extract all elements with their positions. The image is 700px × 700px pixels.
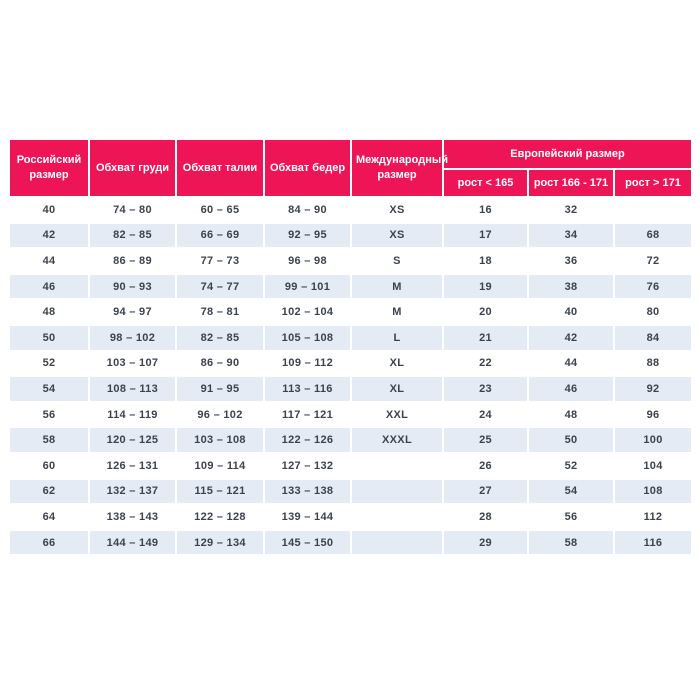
table-cell: 84: [614, 325, 692, 351]
table-cell: 96: [614, 402, 692, 428]
table-cell: 18: [443, 248, 528, 274]
table-cell: 42: [528, 325, 614, 351]
table-cell: 50: [528, 427, 614, 453]
table-cell: 99 – 101: [264, 274, 351, 300]
table-cell: 40: [528, 299, 614, 325]
table-cell: 46: [528, 376, 614, 402]
table-cell: 62: [9, 479, 89, 505]
table-row: [9, 197, 692, 223]
table-cell: 115 – 121: [176, 479, 264, 505]
table-cell: 58: [528, 530, 614, 556]
table-cell: 56: [528, 504, 614, 530]
table-cell: 92: [614, 376, 692, 402]
table-cell: 108 – 113: [89, 376, 176, 402]
table-cell: 74 – 80: [89, 197, 176, 223]
table-cell: 84 – 90: [264, 197, 351, 223]
table-row: [9, 504, 692, 530]
table-cell: 54: [528, 479, 614, 505]
table-cell: 74 – 77: [176, 274, 264, 300]
table-cell: 102 – 104: [264, 299, 351, 325]
table-cell: 90 – 93: [89, 274, 176, 300]
table-cell: 76: [614, 274, 692, 300]
table-cell: 88: [614, 351, 692, 377]
table-cell: 86 – 90: [176, 351, 264, 377]
table-cell: 25: [443, 427, 528, 453]
table-row: [9, 223, 692, 249]
table-cell: 109 – 114: [176, 453, 264, 479]
table-cell: 145 – 150: [264, 530, 351, 556]
table-cell: 139 – 144: [264, 504, 351, 530]
table-cell: [351, 453, 443, 479]
table-cell: XS: [351, 197, 443, 223]
table-row: [9, 274, 692, 300]
table-cell: 127 – 132: [264, 453, 351, 479]
table-cell: 112: [614, 504, 692, 530]
table-header: [9, 139, 692, 197]
table-cell: 34: [528, 223, 614, 249]
table-cell: 116: [614, 530, 692, 556]
table-cell: 60: [9, 453, 89, 479]
table-cell: 38: [528, 274, 614, 300]
table-cell: 28: [443, 504, 528, 530]
table-cell: 109 – 112: [264, 351, 351, 377]
table-cell: 48: [9, 299, 89, 325]
table-cell: 114 – 119: [89, 402, 176, 428]
table-cell: 78 – 81: [176, 299, 264, 325]
table-cell: 117 – 121: [264, 402, 351, 428]
table-cell: 133 – 138: [264, 479, 351, 505]
table-row: [9, 299, 692, 325]
subcolumn-header-height-166-171: рост 166 - 171: [528, 169, 614, 197]
table-cell: 27: [443, 479, 528, 505]
table-cell: [351, 530, 443, 556]
column-group-european-size: Европейский размер: [443, 139, 692, 169]
table-cell: 104: [614, 453, 692, 479]
table-cell: 56: [9, 402, 89, 428]
table-cell: 105 – 108: [264, 325, 351, 351]
table-cell: [351, 504, 443, 530]
table-cell: 24: [443, 402, 528, 428]
subcolumn-header-height-under-165: рост < 165: [443, 169, 528, 197]
table-row: [9, 376, 692, 402]
table-cell: 103 – 107: [89, 351, 176, 377]
table-cell: 19: [443, 274, 528, 300]
column-header-chest: Обхват груди: [89, 139, 176, 197]
size-table: [8, 138, 693, 556]
table-cell: 16: [443, 197, 528, 223]
table-cell: 120 – 125: [89, 427, 176, 453]
table-cell: M: [351, 274, 443, 300]
table-cell: 91 – 95: [176, 376, 264, 402]
table-cell: S: [351, 248, 443, 274]
table-cell: 96 – 102: [176, 402, 264, 428]
table-cell: 96 – 98: [264, 248, 351, 274]
table-cell: 29: [443, 530, 528, 556]
table-cell: 22: [443, 351, 528, 377]
column-header-hips: Обхват бедер: [264, 139, 351, 197]
table-cell: 82 – 85: [176, 325, 264, 351]
table-cell: 54: [9, 376, 89, 402]
table-cell: 122 – 128: [176, 504, 264, 530]
table-cell: 138 – 143: [89, 504, 176, 530]
table-cell: 113 – 116: [264, 376, 351, 402]
table-cell: 52: [9, 351, 89, 377]
table-cell: 26: [443, 453, 528, 479]
table-cell: 100: [614, 427, 692, 453]
table-cell: 50: [9, 325, 89, 351]
table-cell: 58: [9, 427, 89, 453]
table-cell: [351, 479, 443, 505]
subcolumn-header-height-over-171: рост > 171: [614, 169, 692, 197]
table-row: [9, 453, 692, 479]
table-row: [9, 479, 692, 505]
table-cell: 46: [9, 274, 89, 300]
table-cell: XXXL: [351, 427, 443, 453]
table-cell: 21: [443, 325, 528, 351]
table-cell: 17: [443, 223, 528, 249]
table-cell: 92 – 95: [264, 223, 351, 249]
table-cell: 94 – 97: [89, 299, 176, 325]
table-cell: 32: [528, 197, 614, 223]
table-cell: XS: [351, 223, 443, 249]
table-cell: 66: [9, 530, 89, 556]
table-cell: 103 – 108: [176, 427, 264, 453]
table-row: [9, 402, 692, 428]
table-cell: 48: [528, 402, 614, 428]
table-row: [9, 248, 692, 274]
column-header-waist: Обхват талии: [176, 139, 264, 197]
table-row: [9, 351, 692, 377]
table-row: [9, 325, 692, 351]
table-cell: 108: [614, 479, 692, 505]
table-cell: [614, 197, 692, 223]
table-row: [9, 427, 692, 453]
table-cell: 40: [9, 197, 89, 223]
table-cell: 72: [614, 248, 692, 274]
table-cell: 80: [614, 299, 692, 325]
table-cell: 144 – 149: [89, 530, 176, 556]
table-cell: 42: [9, 223, 89, 249]
table-cell: 68: [614, 223, 692, 249]
table-cell: XL: [351, 376, 443, 402]
table-cell: 20: [443, 299, 528, 325]
table-cell: XXL: [351, 402, 443, 428]
table-cell: 64: [9, 504, 89, 530]
table-cell: 98 – 102: [89, 325, 176, 351]
table-cell: 36: [528, 248, 614, 274]
table-cell: 60 – 65: [176, 197, 264, 223]
size-chart: [8, 138, 691, 556]
table-cell: 44: [528, 351, 614, 377]
table-body: [9, 197, 692, 555]
table-cell: 52: [528, 453, 614, 479]
table-cell: XL: [351, 351, 443, 377]
table-cell: 77 – 73: [176, 248, 264, 274]
table-cell: 126 – 131: [89, 453, 176, 479]
table-cell: 129 – 134: [176, 530, 264, 556]
table-cell: 86 – 89: [89, 248, 176, 274]
table-cell: M: [351, 299, 443, 325]
table-cell: 66 – 69: [176, 223, 264, 249]
table-cell: 82 – 85: [89, 223, 176, 249]
column-header-russian-size: Российский размер: [9, 139, 89, 197]
table-cell: 122 – 126: [264, 427, 351, 453]
table-row: [9, 530, 692, 556]
table-cell: 44: [9, 248, 89, 274]
table-cell: 132 – 137: [89, 479, 176, 505]
table-cell: L: [351, 325, 443, 351]
table-cell: 23: [443, 376, 528, 402]
column-header-international-size: Международный размер: [351, 139, 443, 197]
